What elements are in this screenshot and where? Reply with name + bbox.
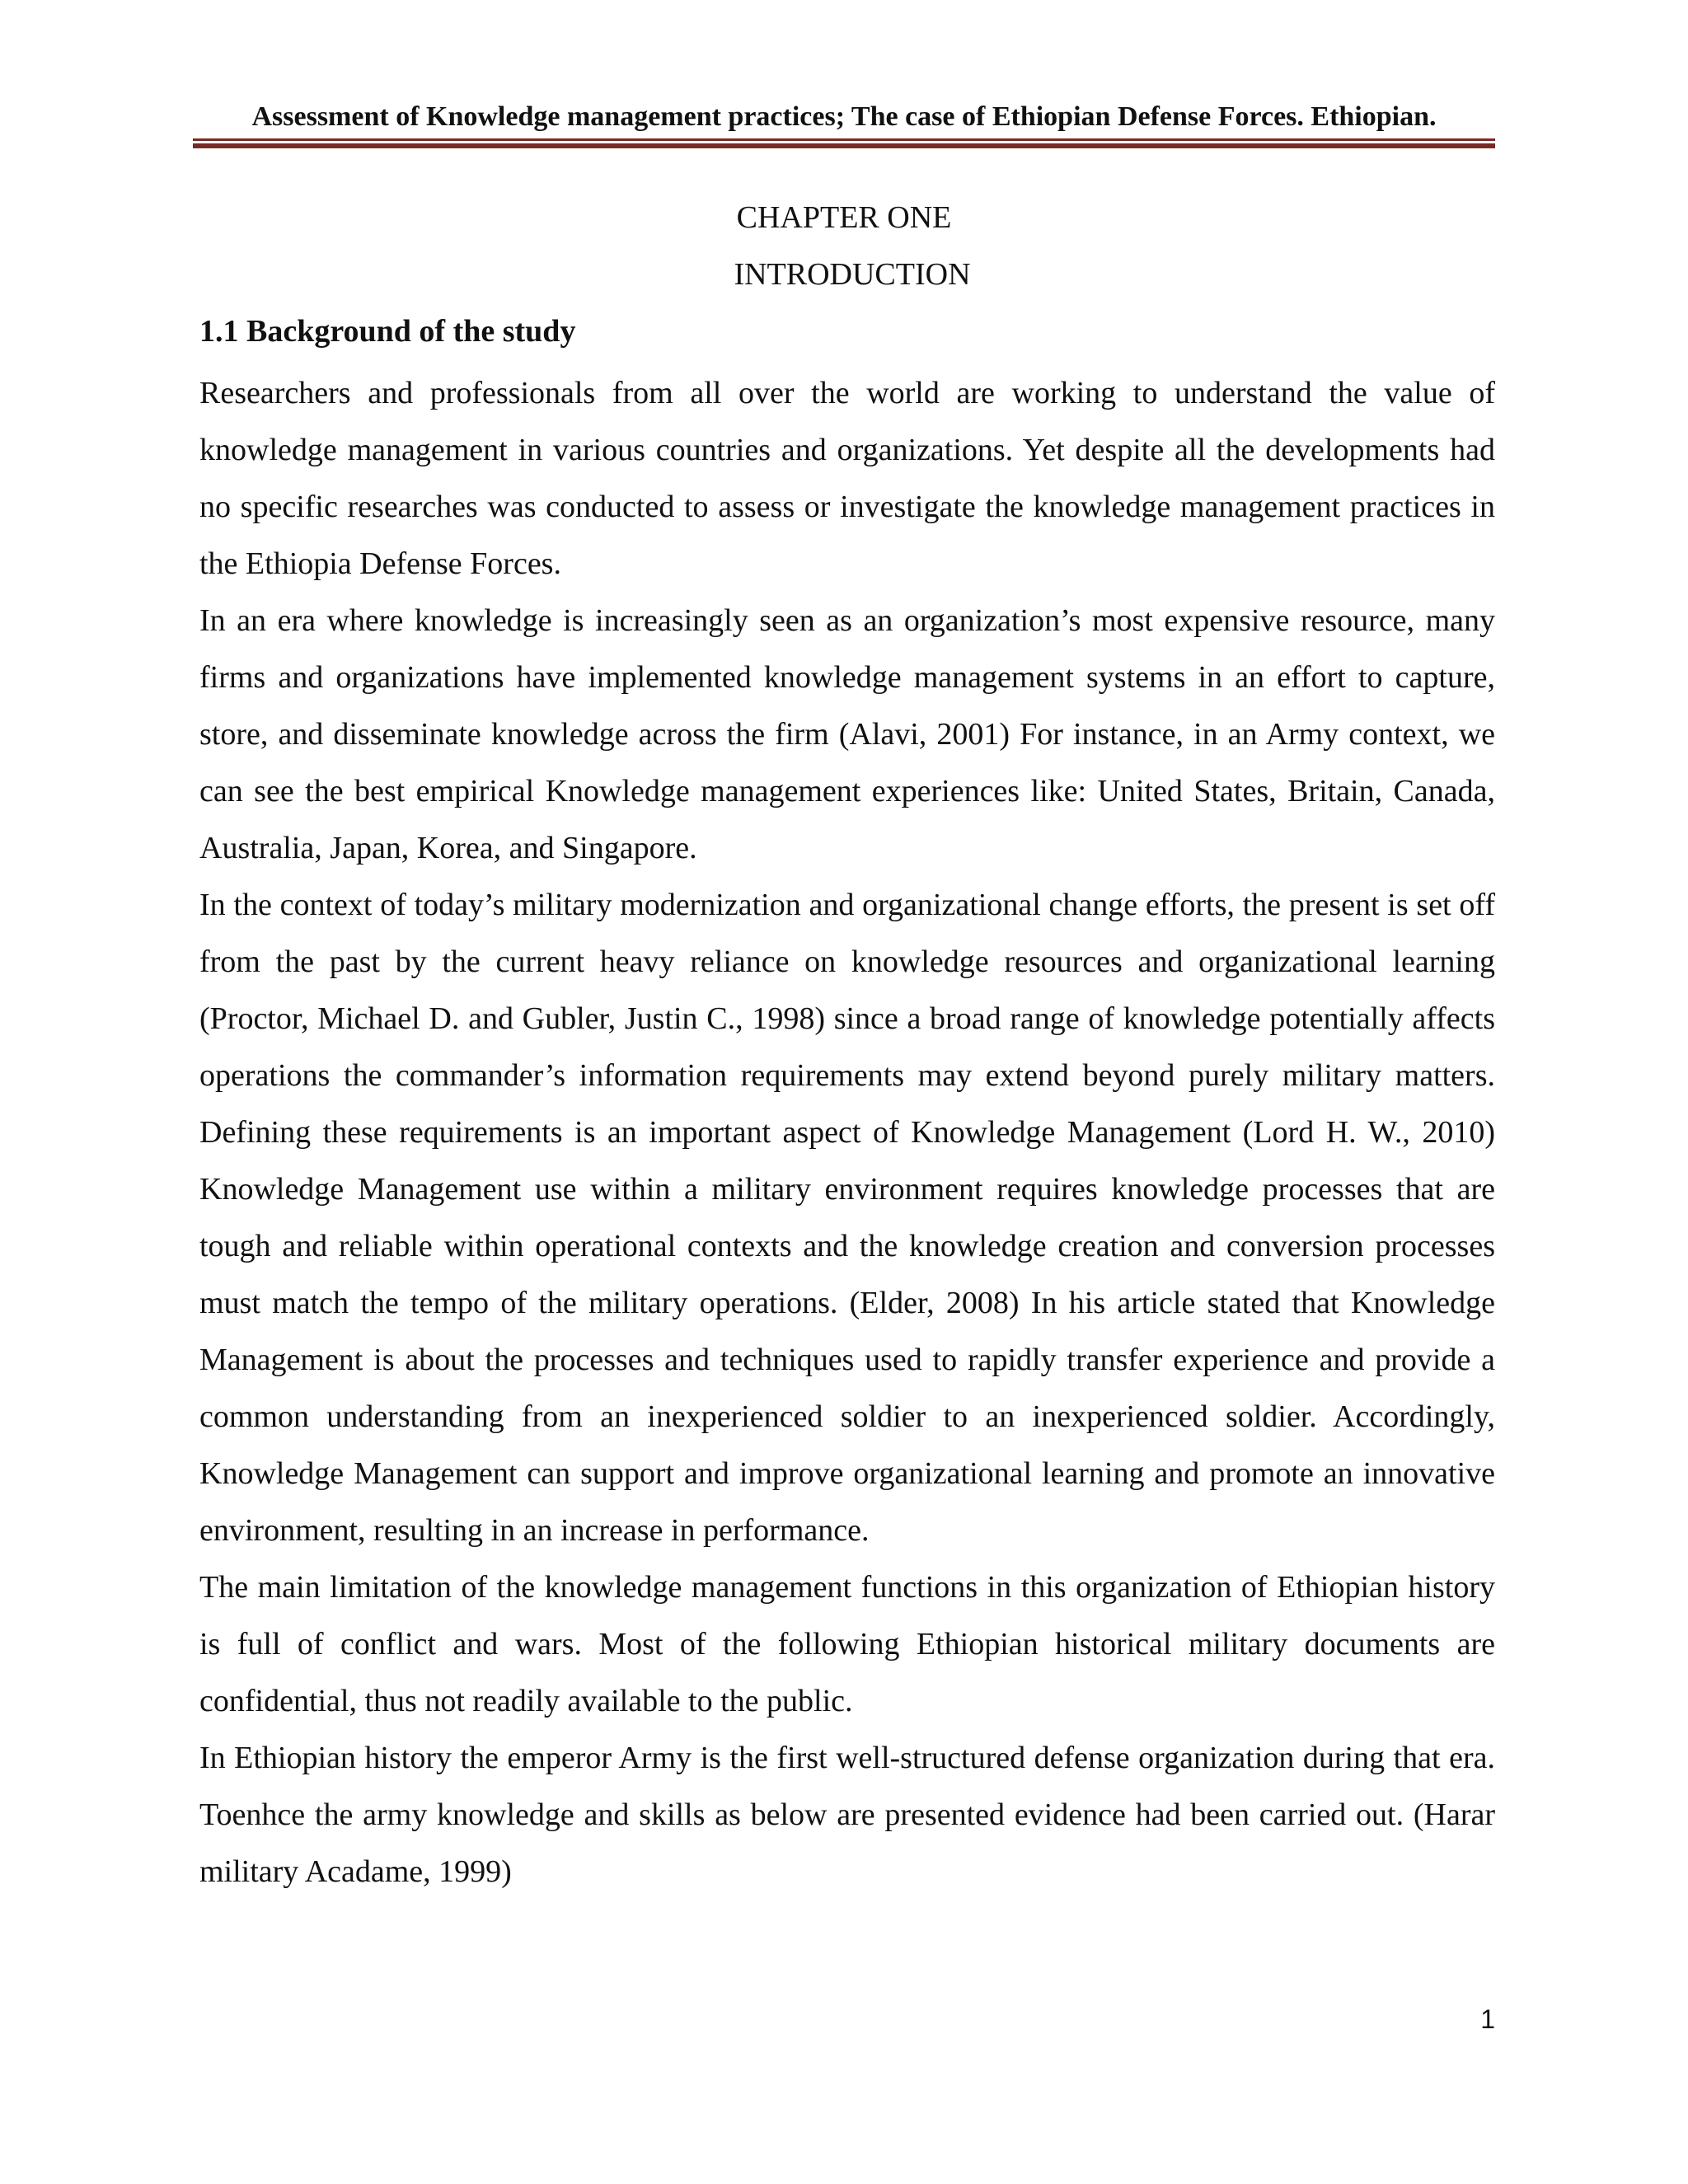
section-heading: 1.1 Background of the study xyxy=(199,314,576,349)
header-rule-thick-line xyxy=(193,143,1495,148)
paragraph: The main limitation of the knowledge management functions in this organization of Ethiopian history is full of conflict and wars. Most of the following Ethiopian historical military documents are confidential, thus not readily available to the public. xyxy=(199,1570,1495,1718)
paragraph: In the context of today’s military modernization and organizational change efforts, the present is set off from the past by the current heavy reliance on knowledge resources and organizational learning (Proctor, Michael D. and Gubler, Justin C., 1998) since a broad range of knowledge potentially affects operations the commander’s information requirements may extend beyond purely military matters. Defining these requirements is an important aspect of Knowledge Management (Lord H. W., 2010) Knowledge Management use within a military environment requires knowledge processes that are tough and reliable within operational contexts and the knowledge creation and conversion processes must match the tempo of the military operations. (Elder, 2008) In his article stated that Knowledge Management is about the processes and techniques used to rapidly transfer experience and provide a common understanding from an inexperienced soldier to an inexperienced soldier. Accordingly, Knowledge Management can support and improve organizational learning and promote an innovative environment, resulting in an increase in performance. xyxy=(199,888,1495,1548)
header-double-rule xyxy=(193,138,1495,148)
paragraph: In Ethiopian history the emperor Army is the first well-structured defense organization during that era. Toenhce the army knowledge and skills as below are presented evidence had been carried out. (Harar military Acadame, 1999) xyxy=(199,1741,1495,1889)
chapter-label: CHAPTER ONE xyxy=(736,200,952,235)
running-header-title: Assessment of Knowledge management practices; The case of Ethiopian Defense Forces. Ethiopian. xyxy=(251,101,1437,132)
paragraph: Researchers and professionals from all over the world are working to understand the value of knowledge management in various countries and organizations. Yet despite all the developments had no specific researches was conducted to assess or investigate the knowledge management practices in the Ethiopia Defense Forces. xyxy=(199,376,1495,581)
page-number: 1 xyxy=(1480,2004,1495,2034)
chapter-title: INTRODUCTION xyxy=(734,257,971,292)
header-rule-thin-line xyxy=(193,138,1495,141)
paragraph: In an era where knowledge is increasingly seen as an organization’s most expensive resource, many firms and organizations have implemented knowledge management systems in an effort to capture, store, and disseminate knowledge across the firm (Alavi, 2001) For instance, in an Army context, we can see the best empirical Knowledge management experiences like: United States, Britain, Canada, Australia, Japan, Korea, and Singapore. xyxy=(199,603,1495,865)
body-text xyxy=(199,365,1495,1900)
